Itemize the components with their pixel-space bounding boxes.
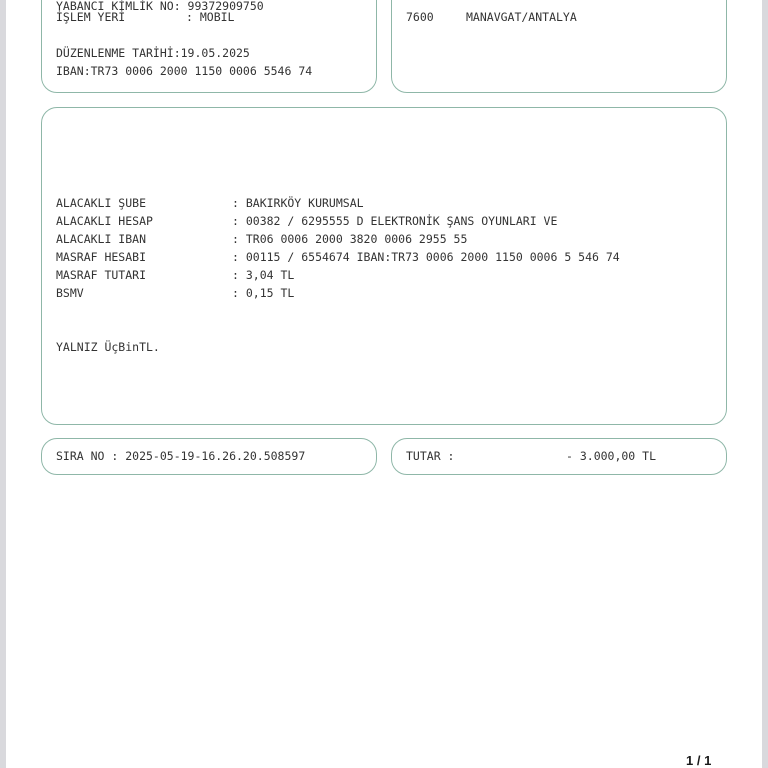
row-label: ALACAKLI IBAN — [56, 232, 147, 246]
document-page — [6, 0, 762, 768]
row-value: : 3,04 TL — [232, 268, 295, 282]
row-value: : TR06 0006 2000 3820 0006 2955 55 — [232, 232, 468, 246]
iban-line: IBAN:TR73 0006 2000 1150 0006 5546 74 — [56, 64, 313, 78]
duzenlenme-tarihi: DÜZENLENME TARİHİ:19.05.2025 — [56, 46, 250, 60]
postcode: 7600 — [406, 10, 434, 24]
islem-yeri-value: : MOBIL — [186, 10, 235, 24]
transfer-details-box — [41, 107, 727, 425]
row-label: MASRAF TUTARI — [56, 268, 147, 282]
amount-box — [391, 438, 727, 475]
page-number: 1 / 1 — [686, 753, 712, 768]
sira-no: SIRA NO : 2025-05-19-16.26.20.508597 — [56, 449, 306, 463]
row-label: ALACAKLI ŞUBE — [56, 196, 147, 210]
top-left-info-box — [41, 0, 377, 93]
tutar-label: TUTAR : — [406, 449, 455, 463]
top-right-address-box — [391, 0, 727, 93]
row-value: : 00115 / 6554674 IBAN:TR73 0006 2000 1150 0006 5 546 74 — [232, 250, 620, 264]
row-label: BSMV — [56, 286, 84, 300]
city: MANAVGAT/ANTALYA — [466, 10, 577, 24]
row-label: ALACAKLI HESAP — [56, 214, 153, 228]
islem-yeri-label: İŞLEM YERİ — [56, 10, 126, 24]
sequence-number-box — [41, 438, 377, 475]
row-value: : BAKIRKÖY KURUMSAL — [232, 196, 364, 210]
yabanci-kimlik-line: YABANCI KİMLİK NO: 99372909750 — [56, 0, 264, 13]
row-value: : 00382 / 6295555 D ELEKTRONİK ŞANS OYUNLARI VE — [232, 214, 558, 228]
tutar-value: - 3.000,00 TL — [566, 449, 657, 463]
amount-in-words: YALNIZ ÜçBinTL. — [56, 340, 160, 354]
row-value: : 0,15 TL — [232, 286, 295, 300]
row-label: MASRAF HESABI — [56, 250, 147, 264]
